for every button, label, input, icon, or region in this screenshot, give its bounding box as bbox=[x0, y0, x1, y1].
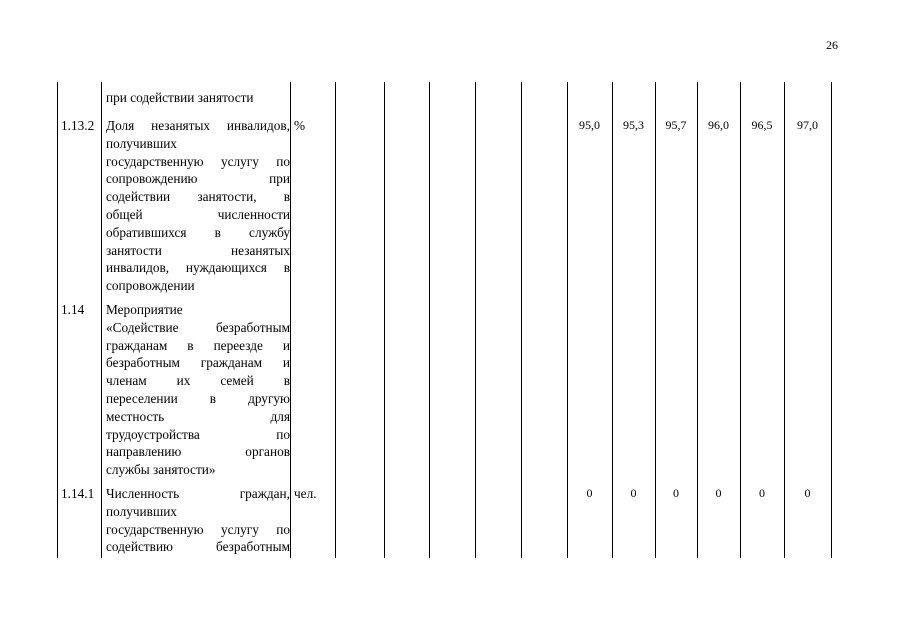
row-value: 0 bbox=[804, 486, 811, 500]
description-line: получивших bbox=[106, 503, 177, 519]
row-value: 97,0 bbox=[797, 118, 818, 132]
row-value: 0 bbox=[630, 486, 637, 500]
description-line: общей численности bbox=[106, 206, 290, 222]
row-code: 1.13.2 bbox=[61, 118, 95, 133]
row-unit: % bbox=[294, 118, 306, 133]
row-unit: чел. bbox=[294, 486, 317, 501]
row-description bbox=[106, 117, 290, 295]
column-border bbox=[475, 82, 476, 558]
row-value: 0 bbox=[715, 486, 722, 500]
description-line: «Содействие безработным bbox=[106, 319, 290, 335]
description-line: содействию безработным bbox=[106, 539, 290, 555]
column-border bbox=[521, 82, 522, 558]
row-description bbox=[106, 301, 290, 479]
description-line: членам их семей в bbox=[106, 373, 290, 389]
row-value: 95,3 bbox=[623, 118, 644, 132]
row-value: 0 bbox=[759, 486, 765, 500]
row-value: 0 bbox=[673, 486, 679, 500]
description-line: занятости незанятых bbox=[106, 242, 290, 258]
row-description bbox=[106, 485, 290, 556]
description-line: получивших bbox=[106, 135, 177, 151]
description-line: переселении в другую bbox=[106, 390, 290, 406]
column-border bbox=[831, 82, 832, 558]
description-line: безработным гражданам и bbox=[106, 355, 290, 371]
row-value: 95,0 bbox=[579, 118, 600, 132]
row-code: 1.14.1 bbox=[61, 486, 95, 501]
description-line: Мероприятие bbox=[106, 302, 183, 317]
description-line: государственную услугу по bbox=[106, 153, 290, 169]
row-value: 95,7 bbox=[665, 118, 687, 132]
description-line: трудоустройства по bbox=[106, 426, 290, 442]
description-line: местность для bbox=[106, 408, 290, 424]
row-value: 96,0 bbox=[708, 118, 729, 132]
column-border bbox=[101, 82, 102, 558]
description-line: Доля незанятых инвалидов, bbox=[106, 118, 290, 133]
description-line: службы занятости» bbox=[106, 462, 216, 478]
description-line: сопровождении bbox=[106, 278, 195, 294]
row-description bbox=[106, 89, 290, 107]
column-border bbox=[290, 82, 291, 558]
description-line: Численность граждан, bbox=[106, 486, 290, 501]
description-line: гражданам в переезде и bbox=[106, 337, 290, 353]
description-line: сопровождению при bbox=[106, 171, 290, 187]
description-line: содействии занятости, в bbox=[106, 189, 290, 205]
page-number: 26 bbox=[826, 38, 838, 52]
description-line: направлению органов bbox=[106, 444, 290, 460]
description-line: при содействии занятости bbox=[106, 90, 254, 105]
column-border bbox=[335, 82, 336, 558]
column-border bbox=[57, 82, 58, 558]
description-line: инвалидов, нуждающихся в bbox=[106, 260, 290, 276]
description-line: государственную услугу по bbox=[106, 521, 290, 537]
column-border bbox=[429, 82, 430, 558]
row-value: 0 bbox=[586, 486, 593, 500]
column-border bbox=[384, 82, 385, 558]
row-code: 1.14 bbox=[61, 302, 85, 317]
row-value: 96,5 bbox=[751, 118, 773, 132]
description-line: обратившихся в службу bbox=[106, 224, 290, 240]
